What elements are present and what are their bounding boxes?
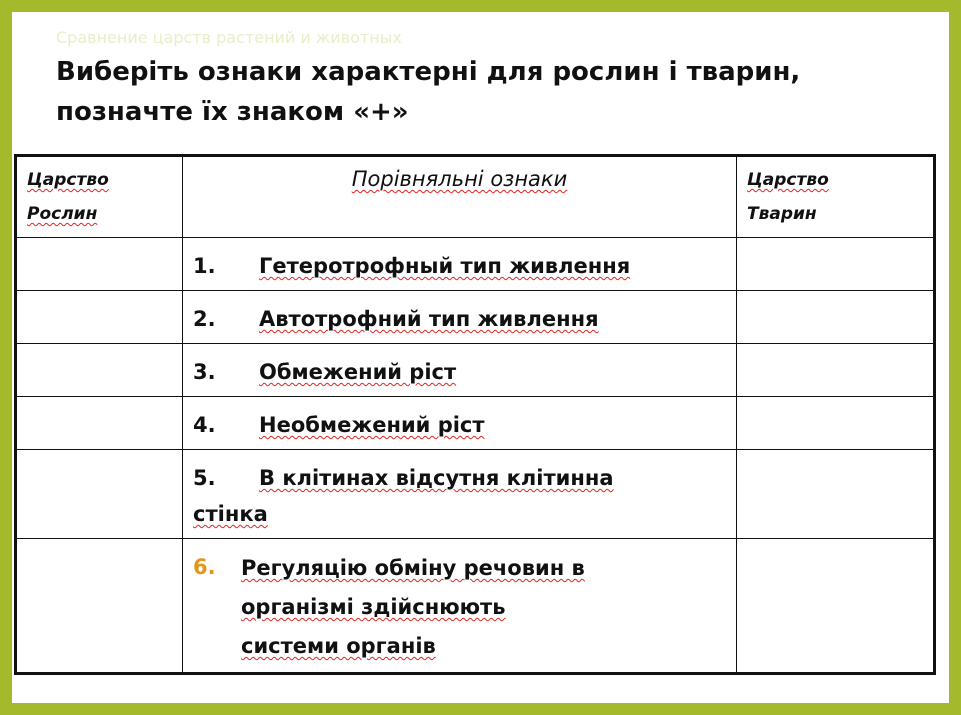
animals-answer-cell[interactable] — [737, 238, 935, 291]
feature-text-block — [241, 549, 711, 666]
feature-text-line2: організмі здійснюють — [241, 595, 506, 619]
feature-text-line2: стінка — [193, 502, 268, 526]
feature-cell — [183, 450, 737, 539]
feature-text: Необмежений ріст — [259, 413, 485, 437]
plants-answer-cell[interactable] — [16, 397, 183, 450]
feature-number: 4. — [193, 413, 216, 437]
header-animals — [737, 156, 935, 238]
header-features — [183, 156, 737, 238]
plants-answer-cell[interactable] — [16, 238, 183, 291]
feature-text-line1: Регуляцію обміну речовин в — [241, 556, 585, 580]
feature-number-highlighted: 6. — [193, 555, 216, 579]
title-line-2: позначте їх знаком «+» — [56, 97, 409, 127]
feature-number: 2. — [193, 307, 216, 331]
header-plants — [16, 156, 183, 238]
animals-answer-cell[interactable] — [737, 397, 935, 450]
comparison-table — [14, 154, 936, 675]
table-row — [16, 450, 935, 539]
table-row — [16, 344, 935, 397]
feature-text: Обмежений ріст — [259, 360, 457, 384]
animals-answer-cell[interactable] — [737, 450, 935, 539]
feature-text-line3: системи органів — [241, 634, 436, 658]
animals-answer-cell[interactable] — [737, 539, 935, 674]
feature-cell — [183, 539, 737, 674]
feature-text-line1: В клітинах відсутня клітинна — [259, 466, 614, 490]
table-row — [16, 539, 935, 674]
slide — [12, 12, 949, 703]
watermark-text: Сравнение царств растений и животных — [56, 28, 402, 47]
plants-answer-cell[interactable] — [16, 450, 183, 539]
slide-title — [56, 52, 936, 132]
feature-cell — [183, 344, 737, 397]
table-row — [16, 397, 935, 450]
header-features-label: Порівняльні ознаки — [351, 167, 568, 191]
table-row — [16, 291, 935, 344]
plants-answer-cell[interactable] — [16, 539, 183, 674]
header-animals-line2: Тварин — [747, 204, 817, 224]
feature-text: Гетеротрофный тип живлення — [259, 254, 631, 278]
feature-text: Автотрофний тип живлення — [259, 307, 599, 331]
feature-cell — [183, 291, 737, 344]
feature-number: 1. — [193, 254, 216, 278]
plants-answer-cell[interactable] — [16, 291, 183, 344]
feature-cell — [183, 238, 737, 291]
header-plants-line2: Рослин — [27, 204, 98, 224]
animals-answer-cell[interactable] — [737, 291, 935, 344]
plants-answer-cell[interactable] — [16, 344, 183, 397]
header-plants-line1: Царство — [27, 170, 109, 190]
feature-number: 5. — [193, 466, 216, 490]
header-animals-line1: Царство — [747, 170, 829, 190]
table-row — [16, 238, 935, 291]
feature-cell — [183, 397, 737, 450]
title-line-1: Виберіть ознаки характерні для рослин і тварин, — [56, 57, 801, 87]
table-header-row — [16, 156, 935, 238]
feature-number: 3. — [193, 360, 216, 384]
animals-answer-cell[interactable] — [737, 344, 935, 397]
